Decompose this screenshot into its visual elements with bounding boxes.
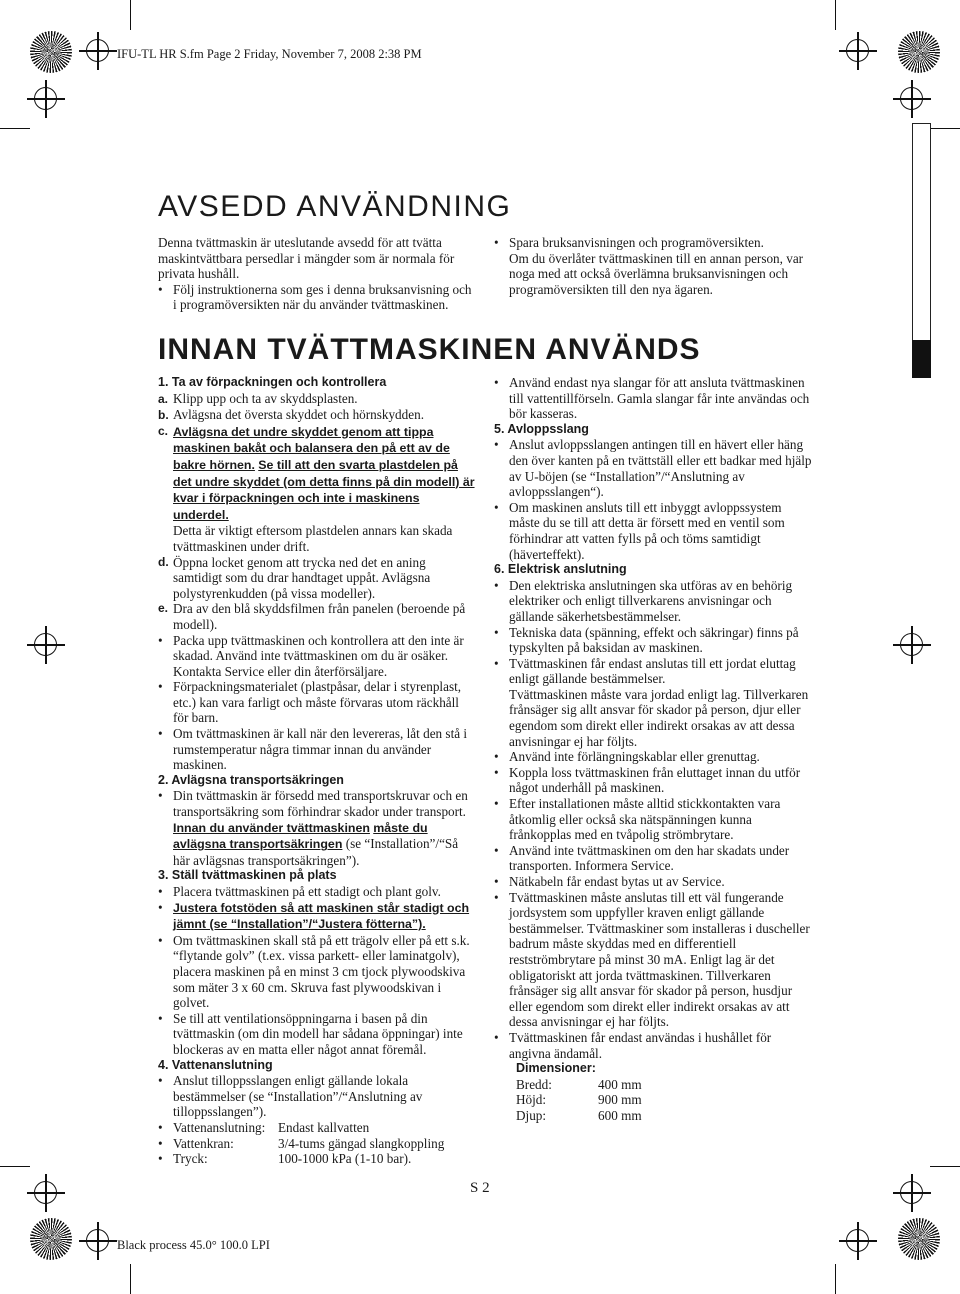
unpack-bullet: • Om tvättmaskinen är kall när den levereras, låt den stå i rumstemperatur några timmar innan du använder maskinen. — [158, 726, 476, 773]
drain-bullet: • Anslut avloppsslangen antingen till en hävert eller häng den över kanten på en tvättställ eller ett badkar med hjälp av U-böjen (se “Installation”/“Anslutning av avloppsslangen“). — [494, 437, 812, 499]
dimension-row: Bredd: 400 mm — [516, 1076, 642, 1092]
substep-a: a. Klipp upp och ta av skyddsplasten. — [158, 390, 358, 406]
water-bullet: • Tryck: 100-1000 kPa (1-10 bar). — [158, 1151, 476, 1167]
dimensions-heading: Dimensioner: — [516, 1061, 596, 1076]
transport-bullet: • Din tvättmaskin är försedd med transportskruvar och en transportsäkring som förhindrar skador under transport. Innan du använder tvättmaskinen måste du avlägsna transportsäkringen (se “Installation”/“Så här avlägsnas transportsäkringen”). — [158, 788, 476, 868]
crosshair-mark — [83, 36, 113, 66]
registration-star-top-left — [30, 31, 72, 73]
electrical-bullet: • Använd inte förlängningskablar eller grenuttag. — [494, 749, 812, 765]
crop-mark — [130, 1264, 131, 1294]
before-use-right-column — [494, 375, 812, 1124]
electrical-bullet: • Tvättmaskinen får endast användas i hushållet för angivna ändamål. — [494, 1030, 812, 1061]
intended-use-bullet: • Spara bruksanvisningen och programöversikten. — [494, 235, 812, 251]
electrical-bullet: • Tvättmaskinen får endast anslutas till ett jordat eluttag enligt gällande bestämmelser. — [494, 656, 812, 687]
electrical-bullet: • Den elektriska anslutningen ska utföras av en behörig elektriker och enligt tillverkarens anvisningar och gällande säkerhetsbestämmelser. — [494, 578, 812, 625]
electrical-bullet: • Efter installationen måste alltid stickkontakten vara åtkomlig eller också ska nätspänningen kunna frånkopplas med en tvåpolig strömbrytare. — [494, 796, 812, 843]
electrical-bullet: • Tvättmaskinen måste anslutas till ett väl fungerande jordsystem som uppfyller kraven enligt gällande bestämmelser. Tvättmaskiner som installeras i duscheller badrum måste skyddas med en differentiell restströmbrytare på minst 30 mA. Enligt lag är det obligatoriskt att jorda tvättmaskinen. Tillverkaren frånsäger sig allt ansvar för skador på person, husdjur eller egendom som direkt eller indirekt orsakas av att dessa anvisningar ej har följts. — [494, 890, 812, 1030]
crosshair-mark — [897, 630, 927, 660]
print-footer: Black process 45.0° 100.0 LPI — [117, 1238, 270, 1252]
section-title-before-use: INNAN TVÄTTMASKINEN ANVÄNDS — [158, 333, 701, 366]
page-number: S 2 — [470, 1180, 490, 1196]
crosshair-mark — [31, 630, 61, 660]
intended-use-left-column — [158, 235, 476, 313]
water-bullet: • Vattenkran: 3/4-tums gängad slangkoppling — [158, 1136, 476, 1152]
step-heading-placement: 3. Ställ tvättmaskinen på plats — [158, 868, 337, 883]
drain-bullet: • Om maskinen ansluts till ett inbyggt avloppssystem måste du se till att detta är försett med en ventil som förhindrar att vatten fylls på och töms samtidigt (häverteffekt). — [494, 500, 812, 562]
water-bullet: • Vattenanslutning: Endast kallvatten — [158, 1120, 476, 1136]
intended-use-intro: Denna tvättmaskin är uteslutande avsedd för att tvätta maskintvättbara persedlar i mängder som är normala för privata hushåll. — [158, 235, 455, 282]
crop-mark — [930, 128, 960, 129]
unpack-bullet: • Förpackningsmaterialet (plastpåsar, delar i styrenplast, etc.) kan vara farligt och måste förvaras utom räckhåll för barn. — [158, 679, 476, 726]
step-heading-transport: 2. Avlägsna transportsäkringen — [158, 772, 344, 787]
intended-use-right-column — [494, 235, 812, 297]
crop-mark — [835, 0, 836, 30]
intended-use-bullet-continuation: Om du överlåter tvättmaskinen till en annan person, var noga med att också överlämna bruksanvisningen och programöversikten till den nya ägaren. — [509, 250, 804, 297]
crop-mark — [0, 1166, 30, 1167]
step-heading-unpack: 1. Ta av förpackningen och kontrollera — [158, 375, 387, 389]
placement-bullet: • Placera tvättmaskinen på ett stadigt och plant golv. — [158, 884, 476, 900]
section-title-intended-use: AVSEDD ANVÄNDNING — [158, 190, 512, 223]
crosshair-mark — [897, 84, 927, 114]
placement-bullet: • Om tvättmaskinen skall stå på ett trägolv eller på ett s.k. “flytande golv” (t.ex. vissa parkett- eller laminatgolv), placera maskinen på en minst 3 cm tjock plywoodskiva som mäter 3 x 60 cm. Skruva fast plywoodskivan i golvet. — [158, 933, 476, 1011]
before-use-left-column — [158, 375, 476, 1167]
crosshair-mark — [843, 36, 873, 66]
crosshair-mark — [31, 84, 61, 114]
electrical-bullet: • Nätkabeln får endast bytas ut av Service. — [494, 874, 812, 890]
water-bullet: • Anslut tilloppsslangen enligt gällande lokala bestämmelser (se “Installation”/“Anslutning av tilloppsslangen”). — [158, 1073, 476, 1120]
electrical-bullet: • Koppla loss tvättmaskinen från eluttaget innan du utför något underhåll på maskinen. — [494, 765, 812, 796]
registration-star-top-right — [898, 31, 940, 73]
crosshair-mark — [897, 1178, 927, 1208]
unpack-bullet: • Packa upp tvättmaskinen och kontrollera att den inte är skadad. Använd inte tvättmaskinen om du är osäker. Kontakta Service eller din återförsäljare. — [158, 633, 476, 680]
crosshair-mark — [843, 1226, 873, 1256]
crop-mark — [835, 1264, 836, 1294]
electrical-bullet: • Använd inte tvättmaskinen om den har skadats under transporten. Informera Service. — [494, 843, 812, 874]
step-heading-water: 4. Vattenanslutning — [158, 1057, 273, 1072]
substep-c-note: Detta är viktigt eftersom plastdelen annars kan skada tvättmaskinen under drift. — [173, 523, 453, 554]
step-heading-drain: 5. Avloppsslang — [494, 421, 589, 436]
crosshair-mark — [31, 1178, 61, 1208]
electrical-note: Tvättmaskinen måste vara jordad enligt lag. Tillverkaren frånsäger sig allt ansvar för skador på person, djur eller egendom som direkt eller indirekt orsakas av att dessa anvisningar ej har följts. — [509, 686, 809, 749]
crop-mark — [130, 0, 131, 30]
electrical-bullet: • Tekniska data (spänning, effekt och säkringar) finns på typskylten på baksidan av maskinen. — [494, 625, 812, 656]
substep-e: e. Dra av den blå skyddsfilmen från panelen (beroende på modell). — [158, 601, 466, 632]
dimension-row: Höjd: 900 mm — [516, 1092, 642, 1108]
crosshair-mark — [83, 1226, 113, 1256]
dimension-row: Djup: 600 mm — [516, 1107, 642, 1123]
intended-use-bullet: • Följ instruktionerna som ges i denna bruksanvisning och i programöversikten när du använder tvättmaskinen. — [158, 282, 476, 313]
water-bullet: • Använd endast nya slangar för att ansluta tvättmaskinen till vattentillförseln. Gamla slangar får inte användas och bör kasseras. — [494, 375, 812, 422]
step-heading-electrical: 6. Elektrisk anslutning — [494, 562, 627, 577]
placement-bullet: • Justera fotstöden så att maskinen står stadigt och jämnt (se “Installation”/“Justera fötterna”). — [158, 900, 476, 933]
substep-b: b. Avlägsna det översta skyddet och hörnskydden. — [158, 407, 424, 423]
print-header: IFU-TL HR S.fm Page 2 Friday, November 7, 2008 2:38 PM — [117, 47, 422, 61]
substep-d: d. Öppna locket genom att trycka ned det en aning samtidigt som du drar handtaget uppåt. Avlägsna polystyrenkudden (på vissa modeller). — [158, 554, 431, 601]
thumb-index-marker — [912, 340, 931, 378]
registration-star-bottom-left — [30, 1218, 72, 1260]
crop-mark — [0, 128, 30, 129]
placement-bullet: • Se till att ventilationsöppningarna i basen på din tvättmaskin (om din modell har sådana öppningar) inte blockeras av en matta eller något annat föremål. — [158, 1011, 476, 1058]
registration-star-bottom-right — [898, 1218, 940, 1260]
thumb-index-tab — [912, 123, 931, 342]
crop-mark — [930, 1166, 960, 1167]
substep-c: c. Avlägsna det undre skyddet genom att tippa maskinen bakåt och balansera den på ett av de bakre hörnen. Se till att den svarta plastdelen på det undre skyddet (om detta finns på din modell) är kvar i förpackningen och inte i maskinens underdel. — [158, 423, 475, 522]
